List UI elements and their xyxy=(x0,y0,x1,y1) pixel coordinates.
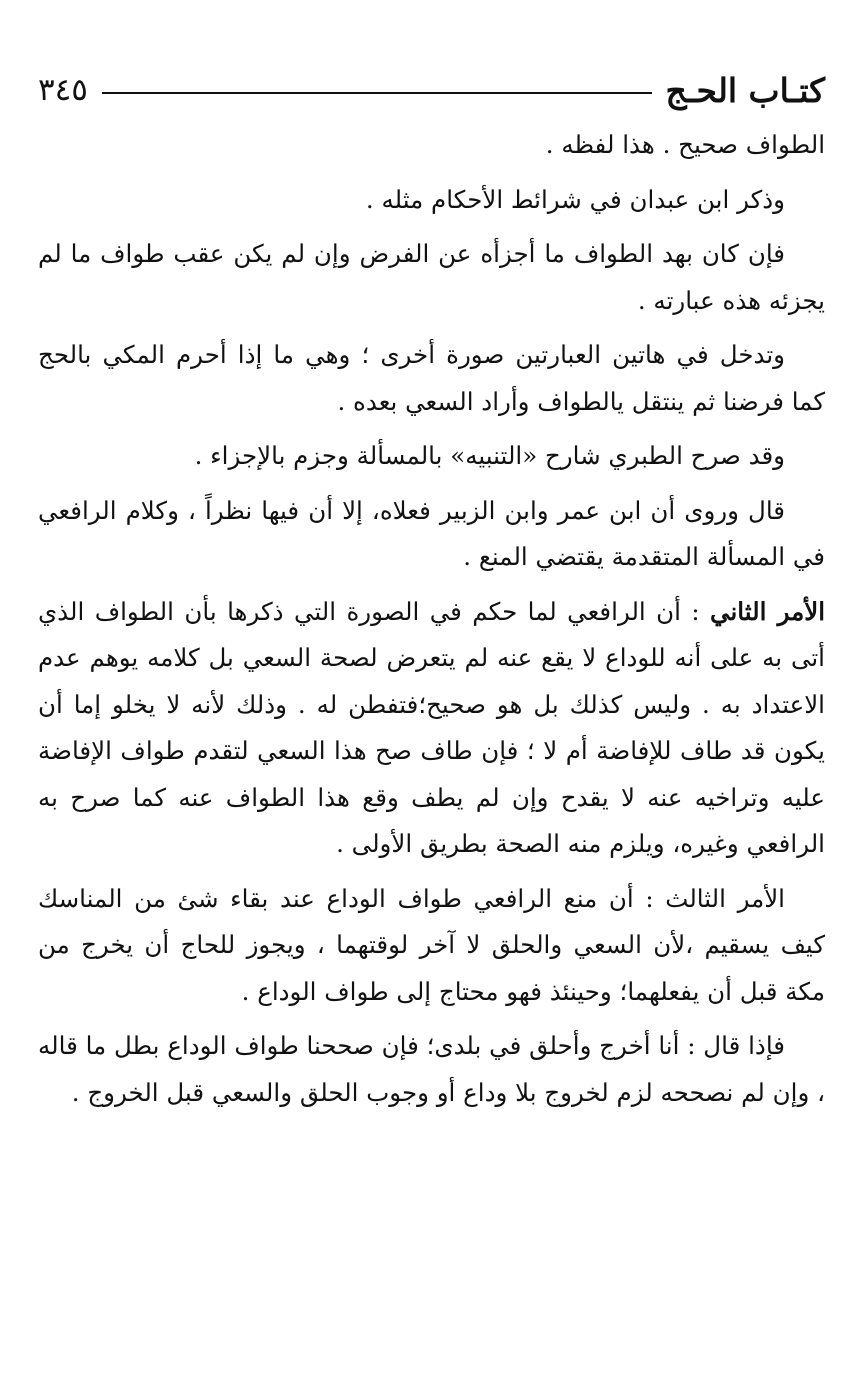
paragraph-text: فإن كان بهد الطواف ما أجزأه عن الفرض وإن لم يكن عقب طواف ما لم يجزئه هذه عبارته . xyxy=(38,239,825,315)
paragraph-text: : أن الرافعي لما حكم في الصورة التي ذكرها بأن الطواف الذي أتى به على أنه للوداع لا يقع عنه لم يتعرض لصحة السعي بل كلامه يوهم عدم الاعتداد به . وليس كذلك بل هو صحيح؛فتفطن له . وذلك لأنه لا يخلو إما أن يكون قد طاف للإفاضة أم لا ؛ فإن طاف صح هذا السعي لتقدم طواف الإفاضة عليه وتراخيه عنه لا يقدح وإن لم يطف وقع هذا الطواف عنه كما صرح به الرافعي وغيره، ويلزم منه الصحة بطريق الأولى . xyxy=(38,596,825,858)
running-header xyxy=(38,62,825,118)
paragraph-text: وقد صرح الطبري شارح «التنبيه» بالمسألة وجزم بالإجزاء . xyxy=(194,441,785,470)
paragraph-4 xyxy=(38,332,825,425)
paragraph-2 xyxy=(38,177,825,224)
paragraph-9 xyxy=(38,1023,825,1116)
paragraph-lead: الأمر الثاني xyxy=(710,596,825,626)
chapter-title: كتـاب الحـج xyxy=(665,70,825,110)
paragraph-8 xyxy=(38,876,825,1016)
paragraph-text: وذكر ابن عبدان في شرائط الأحكام مثله . xyxy=(365,184,785,214)
page xyxy=(38,62,825,1355)
paragraph-3 xyxy=(38,231,825,324)
paragraph-text: الأمر الثالث : أن منع الرافعي طواف الوداع عند بقاء شئ من المناسك كيف يسقيم ،لأن السعي والحلق لا آخر لوقتهما ، ويجوز للحاج أن يخرج من مكة قبل أن يفعلهما؛ وحينئذ فهو محتاج إلى طواف الوداع . xyxy=(38,883,825,1006)
paragraph-6 xyxy=(38,488,825,581)
text-body xyxy=(38,122,825,1116)
page-number: ٣٤٥ xyxy=(38,72,88,108)
header-rule xyxy=(102,92,652,94)
paragraph-7 xyxy=(38,589,825,868)
paragraph-5 xyxy=(38,433,825,480)
paragraph-text: قال وروى أن ابن عمر وابن الزبير فعلاه، إلا أن فيها نظراً ، وكلام الرافعي في المسألة المتقدمة يقتضي المنع . xyxy=(38,495,825,571)
paragraph-1 xyxy=(38,122,825,169)
paragraph-text: وتدخل في هاتين العبارتين صورة أخرى ؛ وهي ما إذا أحرم المكي بالحج كما فرضنا ثم ينتقل يالطواف وأراد السعي بعده . xyxy=(38,340,825,416)
paragraph-text: فإذا قال : أنا أخرج وأحلق في بلدى؛ فإن صححنا طواف الوداع بطل ما قاله ، وإن لم نصححه لزم لخروج بلا وداع أو وجوب الحلق والسعي قبل الخروج . xyxy=(38,1031,825,1107)
paragraph-text: الطواف صحيح . هذا لفظه . xyxy=(545,130,825,159)
